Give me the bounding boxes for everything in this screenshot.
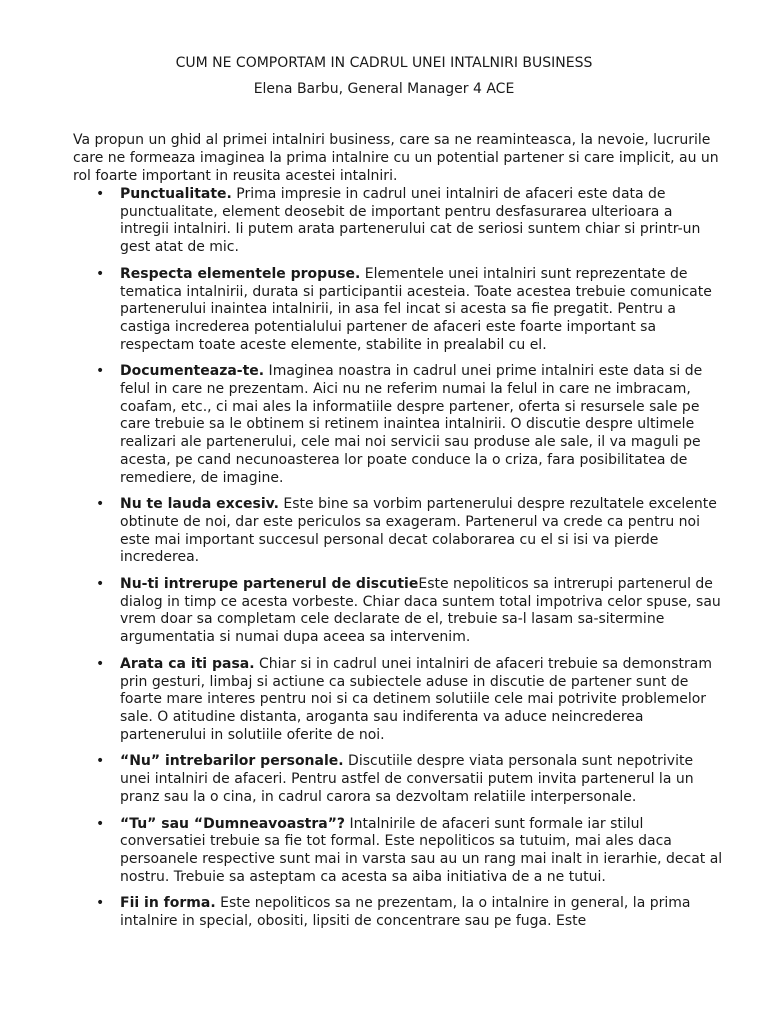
section-text: Este bine sa vorbim partenerului despre rezultatele excelente obtinute de noi, dar este periculos sa exageram. Partenerul va crede ca pentru noi este mai important succesul personal decat colaborarea cu el si isi va pierde increderea.	[120, 496, 717, 566]
section-text: Prima impresie in cadrul unei intalniri de afaceri este data de punctualitate, element deosebit de important pentru desfasurarea ulterioara a intregii intalniri. Ii putem arata partenerului cat de seriosi suntem chiar si printr-un gest atat de mic.	[120, 186, 701, 256]
section-title: Documenteaza-te.	[120, 363, 265, 380]
bullet-icon: •	[96, 496, 105, 513]
bullet-icon: •	[96, 655, 105, 672]
section-title: Nu-ti intrerupe partenerul de discutie	[120, 576, 419, 593]
bullet-icon: •	[96, 363, 105, 380]
bullet-icon: •	[96, 753, 105, 770]
list-item	[0, 656, 725, 745]
section-title: “Tu” sau “Dumneavoastra”?	[120, 815, 346, 832]
section-text: Imaginea noastra in cadrul unei prime intalniri este data si de felul in care ne prezentam. Aici nu ne referim numai la felul in care ne imbracam, coafam, etc., ci mai ales la informatiile despre partener, oferta si resursele sale pe care trebuie sa le obtinem si retinem inaintea intalnirii. O discutie despre ultimele realizari ale partenerului, cele mai noi servicii sau produse ale sale, il va maguli pe acesta, pe cand necunoasterea lor poate conduce la o criza, fara posibilitatea de remediere, de imagine.	[120, 363, 703, 486]
bullet-icon: •	[96, 186, 105, 202]
document-author: Elena Barbu, General Manager 4 ACE	[253, 81, 515, 97]
bullet-icon: •	[96, 576, 105, 593]
document-title: CUM NE COMPORTAM IN CADRUL UNEI INTALNIRI BUSINESS	[175, 55, 593, 71]
intro-paragraph: Va propun un ghid al primei intalniri business, care sa ne reaminteasca, la nevoie, lucrurile care ne formeaza imaginea la prima intalnire cu un potential partener si care implicit, au un rol foarte important in reusita acestei intalniri.	[73, 132, 719, 184]
section-text: Chiar si in cadrul unei intalniri de afaceri trebuie sa demonstram prin gesturi, limbaj si actiune ca subiectele aduse in discutie de partener sunt de foarte mare interes pentru noi si ca detinem solutiile cele mai potrivite problemelor sale. O atitudine distanta, aroganta sau indiferenta va aduce neincrederea partenerului in solutiile oferite de noi.	[120, 655, 712, 743]
guideline-list	[0, 186, 768, 940]
section-title: Arata ca iti pasa.	[120, 655, 255, 672]
section-text: Este nepoliticos sa ne prezentam, la o intalnire in general, la prima intalnire in special, obositi, lipsiti de concentrare sau pe fuga. Este	[120, 895, 691, 930]
list-item	[0, 363, 725, 487]
list-item	[0, 266, 725, 355]
bullet-icon: •	[96, 265, 105, 282]
list-item	[0, 816, 725, 887]
list-item	[0, 186, 725, 257]
section-title: Nu te lauda excesiv.	[120, 496, 279, 513]
list-item	[0, 895, 725, 930]
bullet-icon: •	[96, 815, 105, 832]
section-title: “Nu” intrebarilor personale.	[120, 753, 344, 770]
section-title: Respecta elementele propuse.	[120, 265, 361, 282]
list-item	[0, 496, 725, 567]
section-text: Elementele unei intalniri sunt reprezentate de tematica intalnirii, durata si participantii acesteia. Toate acestea trebuie comunicate partenerului inaintea intalnirii, in asa fel incat si acesta sa fie pregatit. Pentru a castiga increderea potentialului partener de afaceri este foarte important sa respectam toate aceste elemente, stabilite in prealabil cu el.	[120, 265, 712, 353]
list-item	[0, 753, 725, 806]
section-title: Fii in forma.	[120, 895, 216, 912]
section-title: Punctualitate.	[120, 186, 232, 202]
list-item	[0, 576, 725, 647]
bullet-icon: •	[96, 895, 105, 912]
section-text: Este nepoliticos sa intrerupi partenerul de dialog in timp ce acesta vorbeste. Chiar daca suntem total impotriva celor spuse, sau vrem doar sa completam cele declarate de el, trebuie sa-l lasam sa-sitermine argumentatia si numai dupa aceea sa intervenim.	[120, 576, 721, 646]
section-text: Discutiile despre viata personala sunt nepotrivite unei intalniri de afaceri. Pentru astfel de conversatii putem invita partenerul la un pranz sau la o cina, in cadrul carora sa dezvoltam relatiile interpersonale.	[120, 753, 694, 805]
section-text: Intalnirile de afaceri sunt formale iar stilul conversatiei trebuie sa fie tot formal. Este nepoliticos sa tutuim, mai ales daca persoanele respective sunt mai in varsta sau au un rang mai inalt in ierarhie, decat al nostru. Trebuie sa asteptam ca acesta sa aiba initiativa de a ne tutui.	[120, 815, 723, 885]
